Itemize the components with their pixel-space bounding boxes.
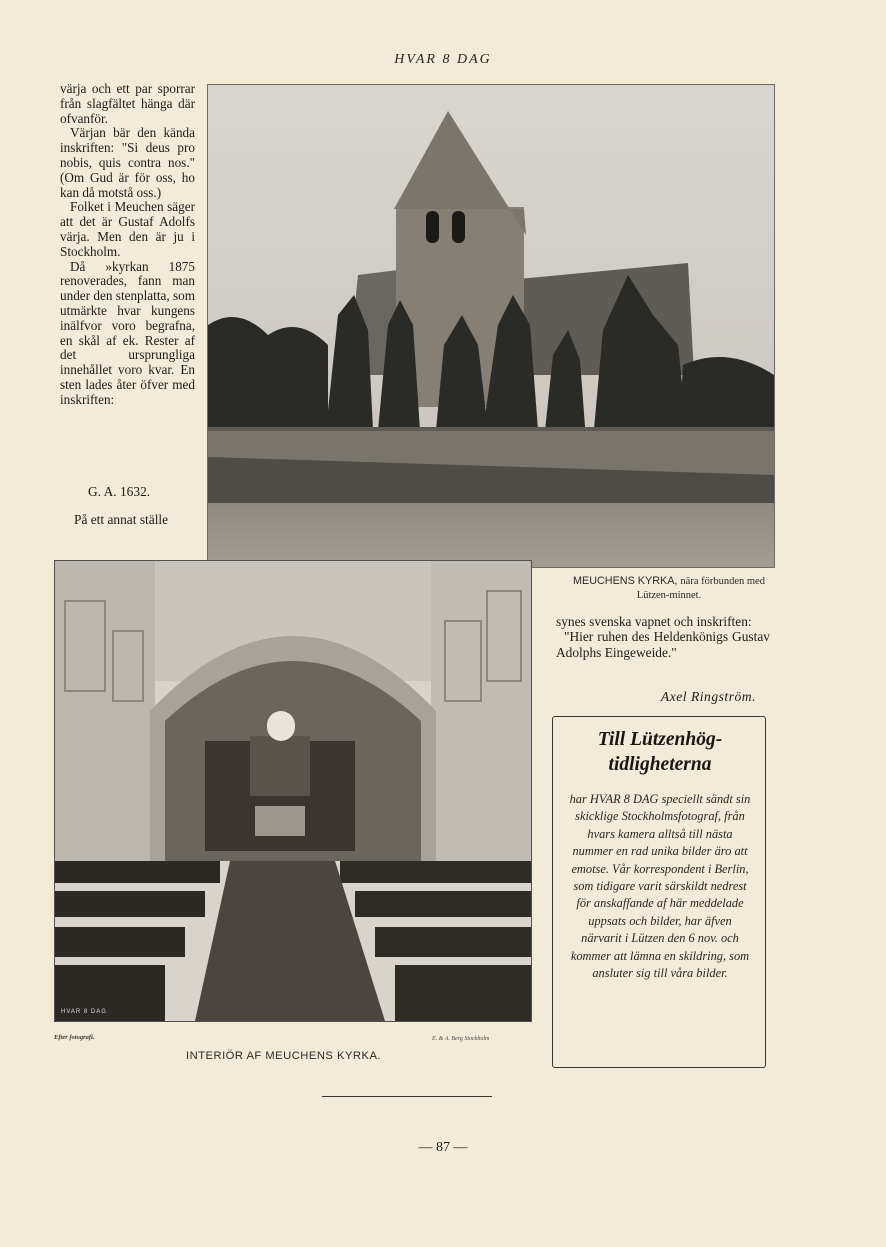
church-caption-title: MEUCHENS KYRKA, (573, 575, 678, 587)
divider-rule (322, 1096, 492, 1097)
church-caption-rest: nära förbunden med Lützen-minnet. (636, 576, 765, 601)
church-photo-caption (556, 575, 782, 602)
article-paragraph: värja och ett par sporrar från slagfältet hänga där ofvanför. (60, 81, 195, 126)
inscription-line: G. A. 1632. (88, 484, 151, 499)
page-header: HVAR 8 DAG (394, 52, 492, 67)
page-number: — 87 — (418, 1140, 468, 1155)
article-paragraph: Då »kyrkan 1875 renoverades, fann man under den stenplatta, som utmärkte hvar kungens inälfvor voro begrafna, en skål af ek. Rester af det ursprungliga innehållet voro kvar. En sten lades åter öfver med inskriften: (60, 258, 195, 407)
interior-watermark: HVAR 8 DAG (61, 1009, 107, 1015)
photo-credit-left: Efter fotografi. (54, 1034, 95, 1041)
church-exterior-photo (207, 84, 775, 568)
interior-photo-caption: INTERIÖR AF MEUCHENS KYRKA. (186, 1050, 382, 1062)
article-paragraph: Värjan bär den kända inskriften: "Si deus pro nobis, quis contra nos." (Om Gud är för oss, ho kan då motstå oss.) (60, 125, 195, 200)
notice-title: Till Lützenhög-tidligheterna (597, 729, 723, 775)
article-quote: "Hier ruhen des Heldenkönigs Gustav Adolphs Eingeweide." (556, 629, 770, 660)
article-left-column (60, 82, 195, 408)
article-paragraph: Folket i Meuchen säger att det är Gustaf Adolfs värja. Men den är ju i Stockholm. (60, 199, 195, 259)
notice-box (552, 716, 766, 1068)
notice-body: har HVAR 8 DAG speciellt sändt sin skicklige Stockholmsfotograf, från hvars kamera alltså till nästa nummer en rad unika bilder äro att emotse. Vår korrespondent i Berlin, som tidigare varit särskildt nedrest för anskaffande af här meddelade uppsats och bilder, har äfven närvarit i Lützen den 6 nov. och kommer att lämna en skildring, som ansluter sig till våra bilder. (569, 792, 751, 981)
author-signature: Axel Ringström. (660, 689, 756, 704)
article-right-column (556, 614, 770, 660)
article-continuation: På ett annat ställe (74, 512, 169, 527)
article-paragraph: synes svenska vapnet och inskriften: (556, 614, 752, 629)
church-interior-photo (54, 560, 532, 1022)
photo-credit-right: E. & A. Berg Stockholm (432, 1036, 490, 1042)
